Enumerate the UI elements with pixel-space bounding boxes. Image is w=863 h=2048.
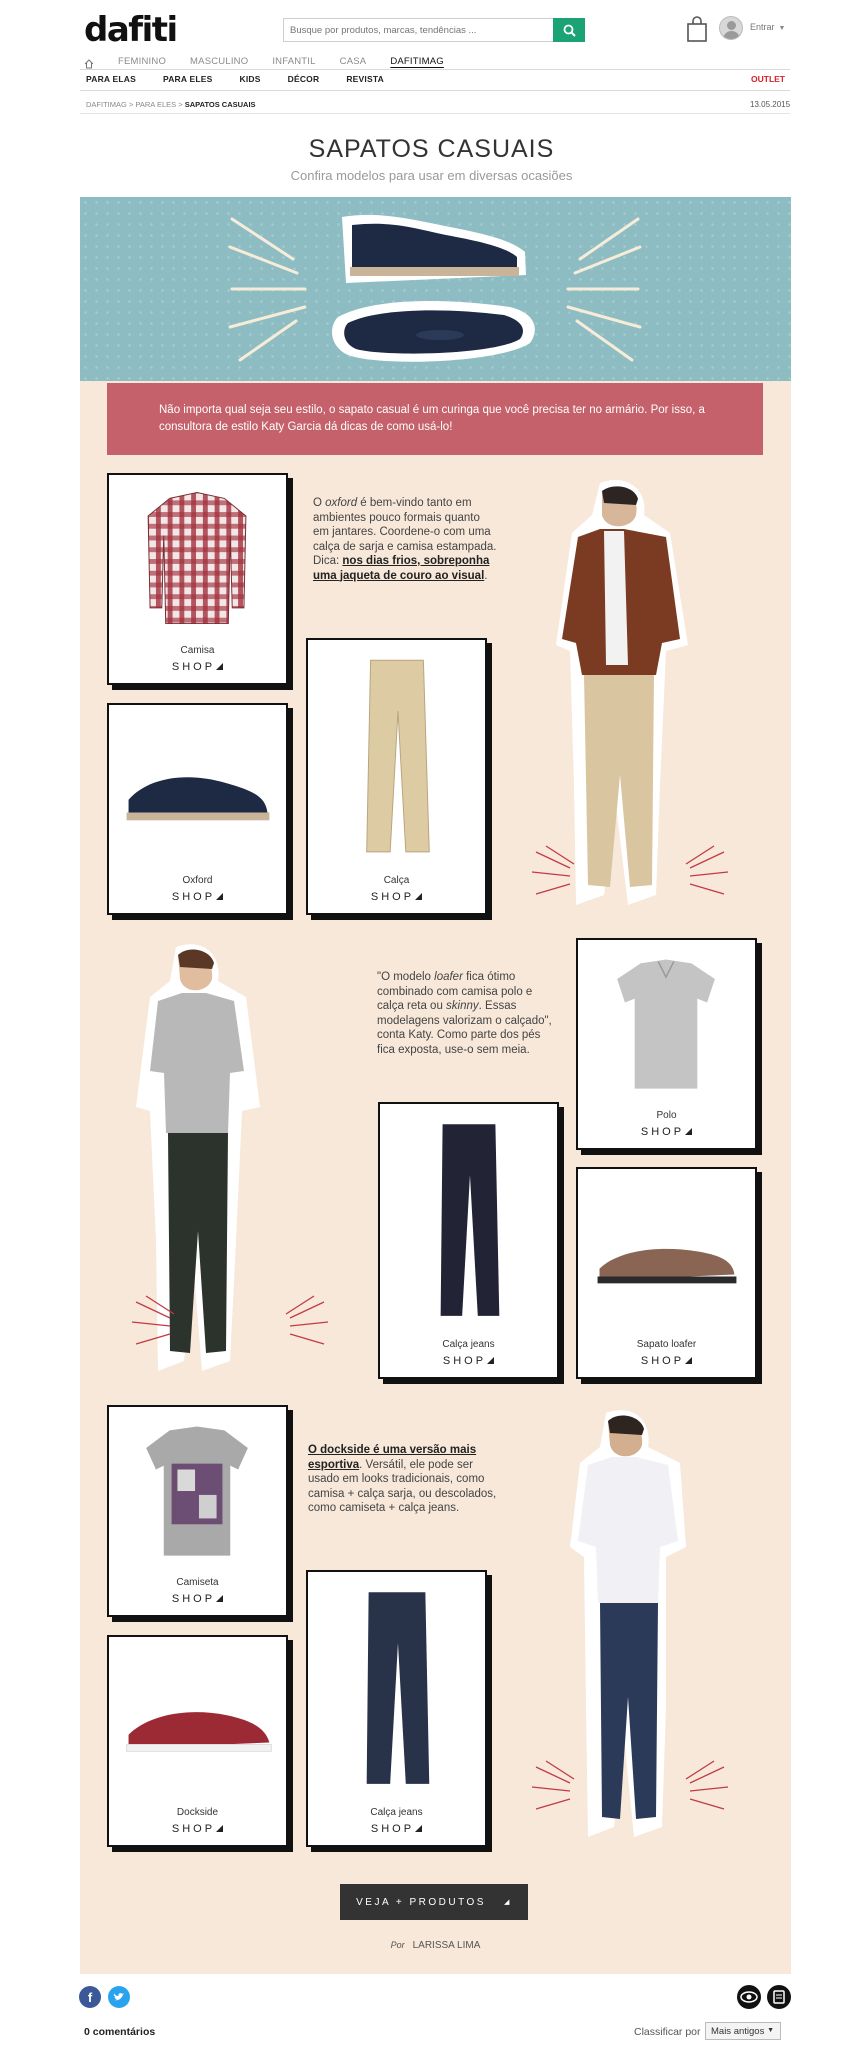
chino-pants-image <box>308 640 485 875</box>
product-name: Dockside <box>176 1807 219 1818</box>
product-card-sapato-loafer[interactable] <box>576 1167 757 1379</box>
product-name: Oxford <box>182 875 213 886</box>
button-label: VEJA + PRODUTOS <box>356 1896 486 1908</box>
product-card-calca-jeans-2[interactable] <box>306 1570 487 1847</box>
product-name: Calça jeans <box>442 1339 495 1350</box>
secondary-nav <box>86 74 411 84</box>
product-name: Camiseta <box>176 1577 219 1588</box>
primary-nav <box>84 53 468 69</box>
product-card-dockside[interactable] <box>107 1635 288 1847</box>
product-card-camisa[interactable] <box>107 473 288 685</box>
breadcrumb-current: SAPATOS CASUAIS <box>184 100 256 109</box>
nav-item-dafitimag[interactable]: DAFITIMAG <box>390 55 444 67</box>
article-body <box>80 197 791 1974</box>
cart-icon[interactable] <box>686 16 708 42</box>
shop-label: SHOP <box>640 1355 685 1367</box>
triangle-icon <box>685 1357 692 1364</box>
shop-label: SHOP <box>171 1823 216 1835</box>
shop-label: SHOP <box>442 1355 487 1367</box>
shop-label: SHOP <box>171 891 216 903</box>
shop-label: SHOP <box>171 661 216 673</box>
nav-item-kids[interactable]: KIDS <box>239 74 261 84</box>
product-card-camiseta[interactable] <box>107 1405 288 1617</box>
section-2-copy: "O modelo loafer fica ótimo combinado com camisa polo e calça reta ou skinny. Essas modelagens valorizam o calçado", conta Katy. Como parte dos pés fica exposta, use-o sem meia. <box>377 971 552 1056</box>
shop-link[interactable] <box>109 1823 286 1835</box>
intro-callout: Não importa qual seja seu estilo, o sapato casual é um curinga que você precisa ter no armário. Por isso, a consultora de estilo Katy Garcia dá dicas de como usá-lo! <box>107 383 763 455</box>
shop-label: SHOP <box>640 1126 685 1138</box>
search-input[interactable] <box>284 19 552 41</box>
triangle-icon <box>216 1595 223 1602</box>
chevron-down-icon: ▼ <box>778 25 786 32</box>
loafer-shoe-image <box>578 1169 755 1339</box>
author-prefix: Por <box>390 1940 405 1950</box>
decorative-rays <box>130 1292 330 1362</box>
triangle-icon <box>216 893 223 900</box>
shop-link[interactable] <box>380 1355 557 1367</box>
blue-jeans-image <box>308 1572 485 1807</box>
breadcrumb-item-para-eles[interactable]: PARA ELES <box>135 100 177 109</box>
shop-link[interactable] <box>578 1126 755 1138</box>
nav-item-infantil[interactable]: INFANTIL <box>272 55 316 67</box>
product-name: Polo <box>656 1110 677 1121</box>
search-icon <box>563 24 576 37</box>
breadcrumb-separator: > <box>178 100 183 109</box>
product-name: Calça jeans <box>370 1807 423 1818</box>
author-name: LARISSA LIMA <box>412 1940 481 1951</box>
triangle-icon <box>487 1357 494 1364</box>
page-subtitle: Confira modelos para usar em diversas ocasiões <box>290 168 573 183</box>
publish-date: 13.05.2015 <box>750 100 791 109</box>
dockside-shoe-image <box>109 1637 286 1807</box>
twitter-icon[interactable] <box>108 1986 130 2008</box>
nav-item-revista[interactable]: REVISTA <box>346 74 384 84</box>
divider <box>80 113 790 114</box>
triangle-icon <box>685 1128 692 1135</box>
dark-jeans-image <box>380 1104 557 1339</box>
sort-dropdown[interactable] <box>705 2022 781 2040</box>
shop-link[interactable] <box>109 891 286 903</box>
hero-banner <box>80 197 791 381</box>
login-link[interactable] <box>750 22 785 32</box>
nav-item-para-eles[interactable]: PARA ELES <box>162 74 213 84</box>
nav-item-para-elas[interactable]: PARA ELAS <box>86 74 136 84</box>
breadcrumb-separator: > <box>128 100 134 109</box>
page-title: SAPATOS CASUAIS <box>308 135 555 163</box>
product-name: Calça <box>383 875 410 886</box>
logo[interactable]: dafiti <box>84 10 177 50</box>
site-header <box>0 0 863 92</box>
decorative-rays <box>530 1757 730 1827</box>
section-1-copy: O oxford é bem-vindo tanto em ambientes pouco formais quanto em jantares. Coordene-o com uma calça de sarja e camisa estampada. Dica: nos dias frios, sobreponha uma jaqueta de couro ao visual. <box>313 497 497 582</box>
shop-label: SHOP <box>171 1593 216 1605</box>
caret-icon: ◢ <box>503 1899 512 1906</box>
tip-link[interactable]: nos dias frios, sobreponha uma jaqueta de couro ao visual <box>313 555 490 582</box>
sort-value: Mais antigos <box>711 2026 765 2037</box>
shop-label: SHOP <box>370 891 415 903</box>
facebook-icon[interactable]: f <box>79 1986 101 2008</box>
breadcrumb-item-dafitimag[interactable]: DAFITIMAG <box>86 100 127 109</box>
nav-item-feminino[interactable]: FEMININO <box>118 55 167 67</box>
eye-icon[interactable] <box>737 1985 761 2009</box>
shop-link[interactable] <box>308 1823 485 1835</box>
avatar-icon[interactable] <box>719 16 743 40</box>
shop-link[interactable] <box>578 1355 755 1367</box>
triangle-icon <box>216 663 223 670</box>
section-3-copy: O dockside é uma versão mais esportiva. Versátil, ele pode ser usado em looks tradicionais, como camisa + calça sarja, ou descolados, como camiseta + calça jeans. <box>308 1444 497 1514</box>
dockside-link[interactable]: O dockside é uma versão mais esportiva <box>308 1444 477 1471</box>
divider <box>80 69 790 70</box>
print-icon[interactable] <box>767 1985 791 2009</box>
product-name: Camisa <box>180 645 215 656</box>
author-credit <box>80 1940 791 1951</box>
product-card-calca-jeans[interactable] <box>378 1102 559 1379</box>
product-name: Sapato loafer <box>636 1339 697 1350</box>
breadcrumb <box>86 100 256 109</box>
shirt-image <box>109 475 286 645</box>
sort-label: Classificar por <box>634 2026 701 2038</box>
divider <box>80 90 790 91</box>
shop-label: SHOP <box>370 1823 415 1835</box>
home-icon[interactable] <box>84 56 94 66</box>
login-label: Entrar <box>750 22 775 32</box>
triangle-icon <box>415 1825 422 1832</box>
comments-count: 0 comentários <box>84 2026 156 2038</box>
oxford-shoe-image <box>109 705 286 875</box>
triangle-icon <box>216 1825 223 1832</box>
shop-link[interactable] <box>109 661 286 673</box>
nav-item-masculino[interactable]: MASCULINO <box>190 55 249 67</box>
triangle-icon <box>415 893 422 900</box>
shop-link[interactable] <box>109 1593 286 1605</box>
decorative-rays <box>530 842 730 912</box>
polo-shirt-image <box>578 940 755 1110</box>
outlet-link[interactable]: OUTLET <box>751 74 785 84</box>
product-card-oxford[interactable] <box>107 703 288 915</box>
product-card-polo[interactable] <box>576 938 757 1150</box>
shoes-illustration <box>80 197 791 381</box>
nav-item-decor[interactable]: DÉCOR <box>287 74 320 84</box>
chevron-down-icon: ▼ <box>767 2027 774 2034</box>
nav-item-casa[interactable]: CASA <box>339 55 367 67</box>
see-more-products-button[interactable] <box>340 1884 528 1920</box>
graphic-tshirt-image <box>109 1407 286 1577</box>
search-bar <box>283 18 585 42</box>
shop-link[interactable] <box>308 891 485 903</box>
search-button[interactable] <box>553 18 585 42</box>
product-card-calca[interactable] <box>306 638 487 915</box>
